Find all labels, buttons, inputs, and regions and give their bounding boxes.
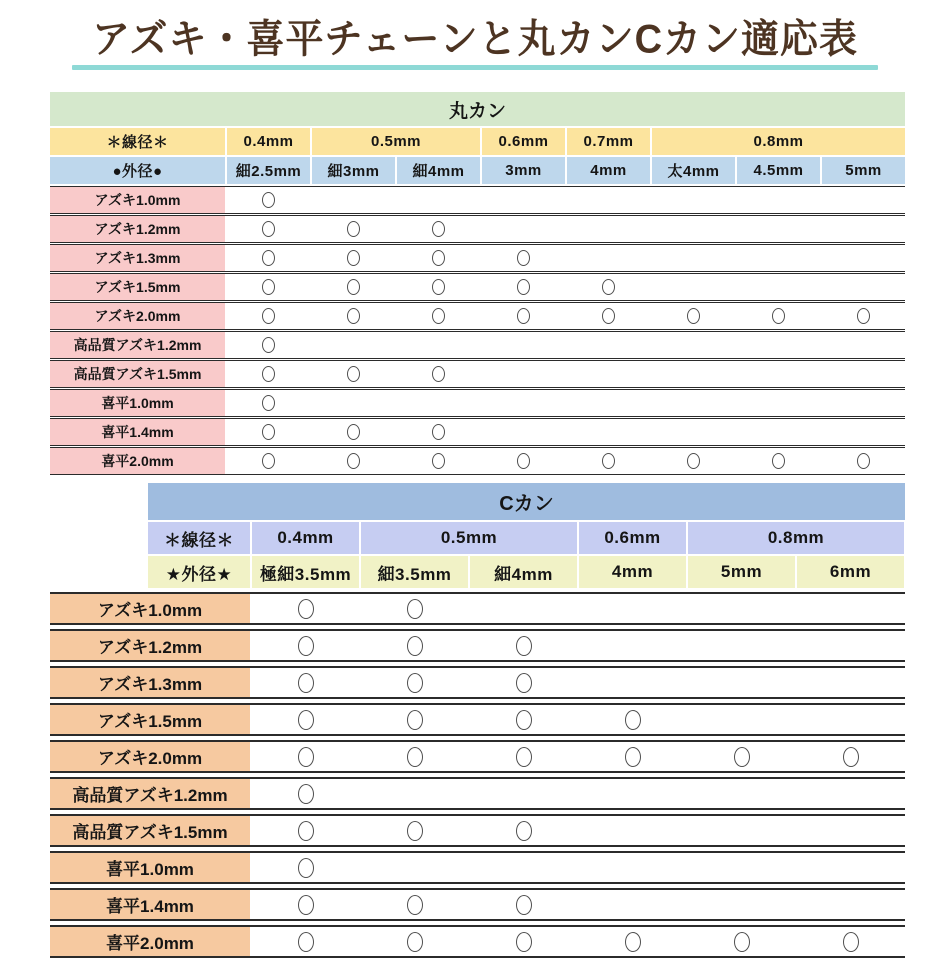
compatibility-cell: [579, 779, 686, 808]
outer-size-cell: 細4mm: [397, 157, 480, 184]
compatibility-cell: [567, 390, 650, 416]
table-row: [50, 629, 905, 662]
c-outer-diameter-row: [148, 556, 905, 588]
compatibility-cell: [397, 361, 480, 387]
compatibility-cell: [688, 705, 795, 734]
compatible-circle-mark: [407, 710, 423, 730]
compatibility-cell: [397, 390, 480, 416]
compatibility-cell: [797, 668, 904, 697]
compatible-circle-mark: [516, 710, 532, 730]
compatibility-cell: [797, 705, 904, 734]
outer-size-cell: 4.5mm: [737, 157, 820, 184]
compatibility-cell: [227, 332, 310, 358]
compatibility-cell: [312, 274, 395, 300]
compatibility-cell: [652, 303, 735, 329]
compatible-circle-mark: [516, 895, 532, 915]
compatibility-cell: [397, 332, 480, 358]
compatible-circle-mark: [347, 308, 360, 324]
compatible-circle-mark: [298, 673, 314, 693]
compatible-circle-mark: [432, 424, 445, 440]
table-row: [50, 244, 905, 272]
compatibility-cell: [737, 419, 820, 445]
compatibility-cell: [797, 853, 904, 882]
compatible-circle-mark: [432, 250, 445, 266]
compatibility-cell: [822, 187, 905, 213]
compatible-circle-mark: [298, 932, 314, 952]
compatibility-cell: [797, 890, 904, 919]
compatible-circle-mark: [602, 308, 615, 324]
maru-kan-rows: [50, 186, 905, 475]
maru-kan-table-header: 丸カン: [50, 92, 905, 126]
chain-type-label: 喜平2.0mm: [50, 927, 250, 956]
compatible-circle-mark: [298, 599, 314, 619]
compatibility-cell: [822, 303, 905, 329]
chain-type-label: アズキ1.0mm: [50, 187, 225, 213]
compatible-circle-mark: [857, 308, 870, 324]
compatible-circle-mark: [298, 710, 314, 730]
compatible-circle-mark: [262, 366, 275, 382]
compatible-circle-mark: [262, 395, 275, 411]
compatibility-cell: [652, 390, 735, 416]
compatibility-cell: [470, 631, 577, 660]
chain-type-label: アズキ1.3mm: [50, 668, 250, 697]
compatible-circle-mark: [843, 747, 859, 767]
compatible-circle-mark: [407, 747, 423, 767]
compatible-circle-mark: [516, 821, 532, 841]
compatibility-cell: [361, 853, 468, 882]
compatibility-cell: [567, 419, 650, 445]
compatibility-cell: [579, 594, 686, 623]
compatible-circle-mark: [262, 424, 275, 440]
compatibility-cell: [482, 303, 565, 329]
table-row: [50, 740, 905, 773]
compatibility-cell: [397, 419, 480, 445]
compatible-circle-mark: [432, 221, 445, 237]
compatibility-cell: [227, 303, 310, 329]
compatibility-cell: [652, 187, 735, 213]
outer-size-cell: 細3.5mm: [361, 556, 468, 588]
c-kan-table-header: Cカン: [148, 483, 905, 520]
outer-size-cell: 細4mm: [470, 556, 577, 588]
outer-size-cell: 細2.5mm: [227, 157, 310, 184]
compatible-circle-mark: [407, 636, 423, 656]
compatibility-cell: [227, 361, 310, 387]
compatibility-cell: [361, 631, 468, 660]
table-row: [50, 215, 905, 243]
compatibility-cell: [737, 332, 820, 358]
compatibility-cell: [797, 631, 904, 660]
compatibility-cell: [797, 779, 904, 808]
compatibility-cell: [252, 705, 359, 734]
chain-type-label: アズキ2.0mm: [50, 742, 250, 771]
wire-size-cell: 0.6mm: [482, 128, 565, 155]
table-row: [50, 273, 905, 301]
compatible-circle-mark: [407, 673, 423, 693]
compatibility-cell: [361, 779, 468, 808]
compatibility-cell: [470, 594, 577, 623]
compatible-circle-mark: [625, 747, 641, 767]
compatibility-cell: [579, 927, 686, 956]
compatibility-cell: [482, 419, 565, 445]
table-row: [50, 666, 905, 699]
compatibility-cell: [688, 631, 795, 660]
compatibility-cell: [652, 216, 735, 242]
wire-size-cell: 0.4mm: [227, 128, 310, 155]
compatibility-cell: [579, 816, 686, 845]
compatibility-cell: [579, 742, 686, 771]
maru-outer-diameter-row: [50, 157, 905, 184]
compatibility-cell: [688, 779, 795, 808]
maru-wire-diameter-row: [50, 128, 905, 155]
wire-size-cell: 0.8mm: [652, 128, 905, 155]
compatibility-cell: [470, 779, 577, 808]
compatible-circle-mark: [772, 453, 785, 469]
table-row: [50, 777, 905, 810]
chain-type-label: 喜平2.0mm: [50, 448, 225, 474]
compatibility-cell: [227, 245, 310, 271]
outer-size-cell: 6mm: [797, 556, 904, 588]
compatibility-cell: [737, 303, 820, 329]
compatible-circle-mark: [516, 673, 532, 693]
table-row: [50, 925, 905, 958]
compatibility-cell: [312, 361, 395, 387]
wire-diameter-label: ＊線径＊: [50, 128, 225, 155]
wire-size-cell: 0.6mm: [579, 522, 686, 554]
wire-size-cell: 0.5mm: [361, 522, 577, 554]
chain-type-label: 喜平1.4mm: [50, 890, 250, 919]
table-row: [50, 814, 905, 847]
compatibility-cell: [688, 742, 795, 771]
outer-diameter-label: ●外径●: [50, 157, 225, 184]
compatibility-cell: [312, 187, 395, 213]
compatibility-cell: [227, 274, 310, 300]
compatible-circle-mark: [347, 453, 360, 469]
table-row: [50, 592, 905, 625]
compatibility-cell: [361, 705, 468, 734]
compatibility-cell: [312, 448, 395, 474]
compatibility-cell: [822, 216, 905, 242]
compatibility-cell: [737, 390, 820, 416]
compatible-circle-mark: [298, 784, 314, 804]
chain-type-label: 喜平1.4mm: [50, 419, 225, 445]
compatibility-cell: [361, 890, 468, 919]
table-row: [50, 331, 905, 359]
compatibility-cell: [567, 332, 650, 358]
compatibility-cell: [822, 274, 905, 300]
compatibility-cell: [567, 245, 650, 271]
compatibility-cell: [470, 742, 577, 771]
compatible-circle-mark: [517, 279, 530, 295]
compatibility-cell: [567, 274, 650, 300]
compatibility-cell: [227, 187, 310, 213]
outer-size-cell: 太4mm: [652, 157, 735, 184]
compatibility-cell: [482, 332, 565, 358]
compatible-circle-mark: [347, 424, 360, 440]
wire-size-cell: 0.8mm: [688, 522, 904, 554]
compatible-circle-mark: [687, 308, 700, 324]
compatible-circle-mark: [772, 308, 785, 324]
wire-diameter-label: ＊線径＊: [148, 522, 250, 554]
compatibility-cell: [482, 187, 565, 213]
table-row: [50, 851, 905, 884]
compatible-circle-mark: [432, 308, 445, 324]
compatibility-cell: [797, 742, 904, 771]
outer-size-cell: 極細3.5mm: [252, 556, 359, 588]
compatible-circle-mark: [407, 821, 423, 841]
compatibility-cell: [652, 274, 735, 300]
chain-type-label: 高品質アズキ1.5mm: [50, 361, 225, 387]
compatibility-cell: [567, 216, 650, 242]
outer-size-cell: 細3mm: [312, 157, 395, 184]
compatibility-cell: [822, 361, 905, 387]
compatibility-cell: [252, 668, 359, 697]
compatibility-cell: [688, 594, 795, 623]
table-row: [50, 302, 905, 330]
compatibility-cell: [482, 390, 565, 416]
compatibility-cell: [652, 419, 735, 445]
compatibility-cell: [252, 853, 359, 882]
chain-type-label: 高品質アズキ1.2mm: [50, 779, 250, 808]
table-row: [50, 888, 905, 921]
compatible-circle-mark: [517, 308, 530, 324]
compatibility-cell: [397, 187, 480, 213]
outer-size-cell: 5mm: [822, 157, 905, 184]
compatibility-cell: [252, 742, 359, 771]
chain-type-label: 高品質アズキ1.5mm: [50, 816, 250, 845]
compatibility-cell: [252, 816, 359, 845]
chain-type-label: 喜平1.0mm: [50, 390, 225, 416]
compatibility-cell: [227, 216, 310, 242]
compatible-circle-mark: [298, 821, 314, 841]
compatible-circle-mark: [602, 453, 615, 469]
compatibility-cell: [579, 668, 686, 697]
compatibility-cell: [470, 668, 577, 697]
compatible-circle-mark: [432, 453, 445, 469]
compatibility-cell: [567, 303, 650, 329]
compatible-circle-mark: [407, 895, 423, 915]
compatible-circle-mark: [516, 636, 532, 656]
compatible-circle-mark: [262, 337, 275, 353]
compatibility-cell: [470, 853, 577, 882]
compatibility-cell: [397, 245, 480, 271]
compatibility-cell: [227, 448, 310, 474]
compatibility-cell: [567, 448, 650, 474]
chain-type-label: 喜平1.0mm: [50, 853, 250, 882]
chain-type-label: アズキ1.3mm: [50, 245, 225, 271]
compatibility-cell: [361, 816, 468, 845]
compatible-circle-mark: [298, 858, 314, 878]
compatibility-cell: [737, 187, 820, 213]
compatibility-cell: [397, 216, 480, 242]
compatibility-cell: [312, 332, 395, 358]
c-kan-rows: [50, 592, 905, 958]
compatible-circle-mark: [857, 453, 870, 469]
compatible-circle-mark: [347, 221, 360, 237]
title-block: [0, 20, 950, 70]
compatibility-cell: [579, 853, 686, 882]
compatible-circle-mark: [262, 192, 275, 208]
compatibility-cell: [312, 216, 395, 242]
table-row: [50, 418, 905, 446]
compatibility-cell: [482, 216, 565, 242]
table-row: [50, 447, 905, 475]
chain-type-label: アズキ1.2mm: [50, 631, 250, 660]
compatible-circle-mark: [516, 747, 532, 767]
compatible-circle-mark: [347, 366, 360, 382]
compatibility-cell: [252, 594, 359, 623]
compatible-circle-mark: [517, 250, 530, 266]
outer-size-cell: 5mm: [688, 556, 795, 588]
outer-diameter-label: ★外径★: [148, 556, 250, 588]
compatibility-cell: [579, 631, 686, 660]
chain-type-label: アズキ1.2mm: [50, 216, 225, 242]
compatibility-cell: [737, 361, 820, 387]
compatibility-cell: [737, 274, 820, 300]
compatibility-cell: [252, 779, 359, 808]
compatible-circle-mark: [262, 453, 275, 469]
compatibility-cell: [470, 816, 577, 845]
compatibility-cell: [567, 187, 650, 213]
wire-size-cell: 0.4mm: [252, 522, 359, 554]
compatibility-cell: [227, 390, 310, 416]
compatibility-cell: [482, 274, 565, 300]
chain-type-label: アズキ2.0mm: [50, 303, 225, 329]
compatibility-cell: [652, 332, 735, 358]
compatible-circle-mark: [347, 279, 360, 295]
compatibility-cell: [737, 448, 820, 474]
compatibility-cell: [470, 890, 577, 919]
compatibility-cell: [397, 274, 480, 300]
compatibility-cell: [822, 419, 905, 445]
compatible-circle-mark: [298, 747, 314, 767]
compatibility-cell: [482, 245, 565, 271]
compatibility-cell: [227, 419, 310, 445]
wire-size-cell: 0.5mm: [312, 128, 480, 155]
compatible-circle-mark: [687, 453, 700, 469]
compatibility-cell: [579, 890, 686, 919]
compatible-circle-mark: [262, 221, 275, 237]
compatibility-cell: [688, 890, 795, 919]
compatibility-cell: [822, 245, 905, 271]
compatible-circle-mark: [262, 250, 275, 266]
compatibility-cell: [470, 927, 577, 956]
compatible-circle-mark: [843, 932, 859, 952]
compatibility-cell: [797, 594, 904, 623]
compatible-circle-mark: [432, 279, 445, 295]
table-row: [50, 360, 905, 388]
compatible-circle-mark: [602, 279, 615, 295]
compatibility-cell: [397, 303, 480, 329]
compatibility-cell: [482, 361, 565, 387]
compatibility-cell: [361, 594, 468, 623]
compatibility-cell: [822, 448, 905, 474]
compatibility-cell: [361, 668, 468, 697]
table-row: [50, 186, 905, 214]
compatible-circle-mark: [432, 366, 445, 382]
compatibility-cell: [688, 816, 795, 845]
compatible-circle-mark: [298, 636, 314, 656]
compatibility-cell: [567, 361, 650, 387]
page-title: アズキ・喜平チェーンと丸カンCカン適応表: [91, 18, 859, 62]
compatible-circle-mark: [625, 710, 641, 730]
table-row: [50, 703, 905, 736]
compatibility-cell: [822, 390, 905, 416]
chain-type-label: アズキ1.5mm: [50, 274, 225, 300]
chain-type-label: アズキ1.0mm: [50, 594, 250, 623]
compatibility-cell: [361, 927, 468, 956]
compatibility-cell: [797, 927, 904, 956]
compatibility-cell: [397, 448, 480, 474]
compatibility-cell: [252, 631, 359, 660]
compatibility-cell: [312, 390, 395, 416]
compatibility-cell: [470, 705, 577, 734]
outer-size-cell: 4mm: [579, 556, 686, 588]
compatibility-cell: [652, 361, 735, 387]
compatibility-cell: [688, 853, 795, 882]
table-row: [50, 389, 905, 417]
compatible-circle-mark: [517, 453, 530, 469]
compatible-circle-mark: [407, 932, 423, 952]
compatibility-cell: [652, 245, 735, 271]
compatibility-cell: [822, 332, 905, 358]
compatible-circle-mark: [734, 932, 750, 952]
compatibility-cell: [797, 816, 904, 845]
maru-kan-table: [50, 92, 905, 475]
c-wire-diameter-row: [148, 522, 905, 554]
compatibility-cell: [312, 419, 395, 445]
outer-size-cell: 3mm: [482, 157, 565, 184]
compatibility-cell: [252, 890, 359, 919]
compatible-circle-mark: [625, 932, 641, 952]
compatible-circle-mark: [262, 308, 275, 324]
compatibility-cell: [361, 742, 468, 771]
title-underline-bar: [72, 65, 878, 70]
compatibility-cell: [252, 927, 359, 956]
compatibility-cell: [737, 245, 820, 271]
wire-size-cell: 0.7mm: [567, 128, 650, 155]
compatible-circle-mark: [347, 250, 360, 266]
compatibility-cell: [737, 216, 820, 242]
compatible-circle-mark: [516, 932, 532, 952]
compatible-circle-mark: [262, 279, 275, 295]
compatible-circle-mark: [734, 747, 750, 767]
chain-type-label: アズキ1.5mm: [50, 705, 250, 734]
compatibility-cell: [688, 668, 795, 697]
compatibility-cell: [652, 448, 735, 474]
chain-type-label: 高品質アズキ1.2mm: [50, 332, 225, 358]
compatible-circle-mark: [407, 599, 423, 619]
compatibility-cell: [579, 705, 686, 734]
compatibility-cell: [688, 927, 795, 956]
compatibility-cell: [312, 245, 395, 271]
c-kan-table: [50, 483, 905, 958]
compatibility-cell: [312, 303, 395, 329]
compatibility-cell: [482, 448, 565, 474]
compatible-circle-mark: [298, 895, 314, 915]
outer-size-cell: 4mm: [567, 157, 650, 184]
